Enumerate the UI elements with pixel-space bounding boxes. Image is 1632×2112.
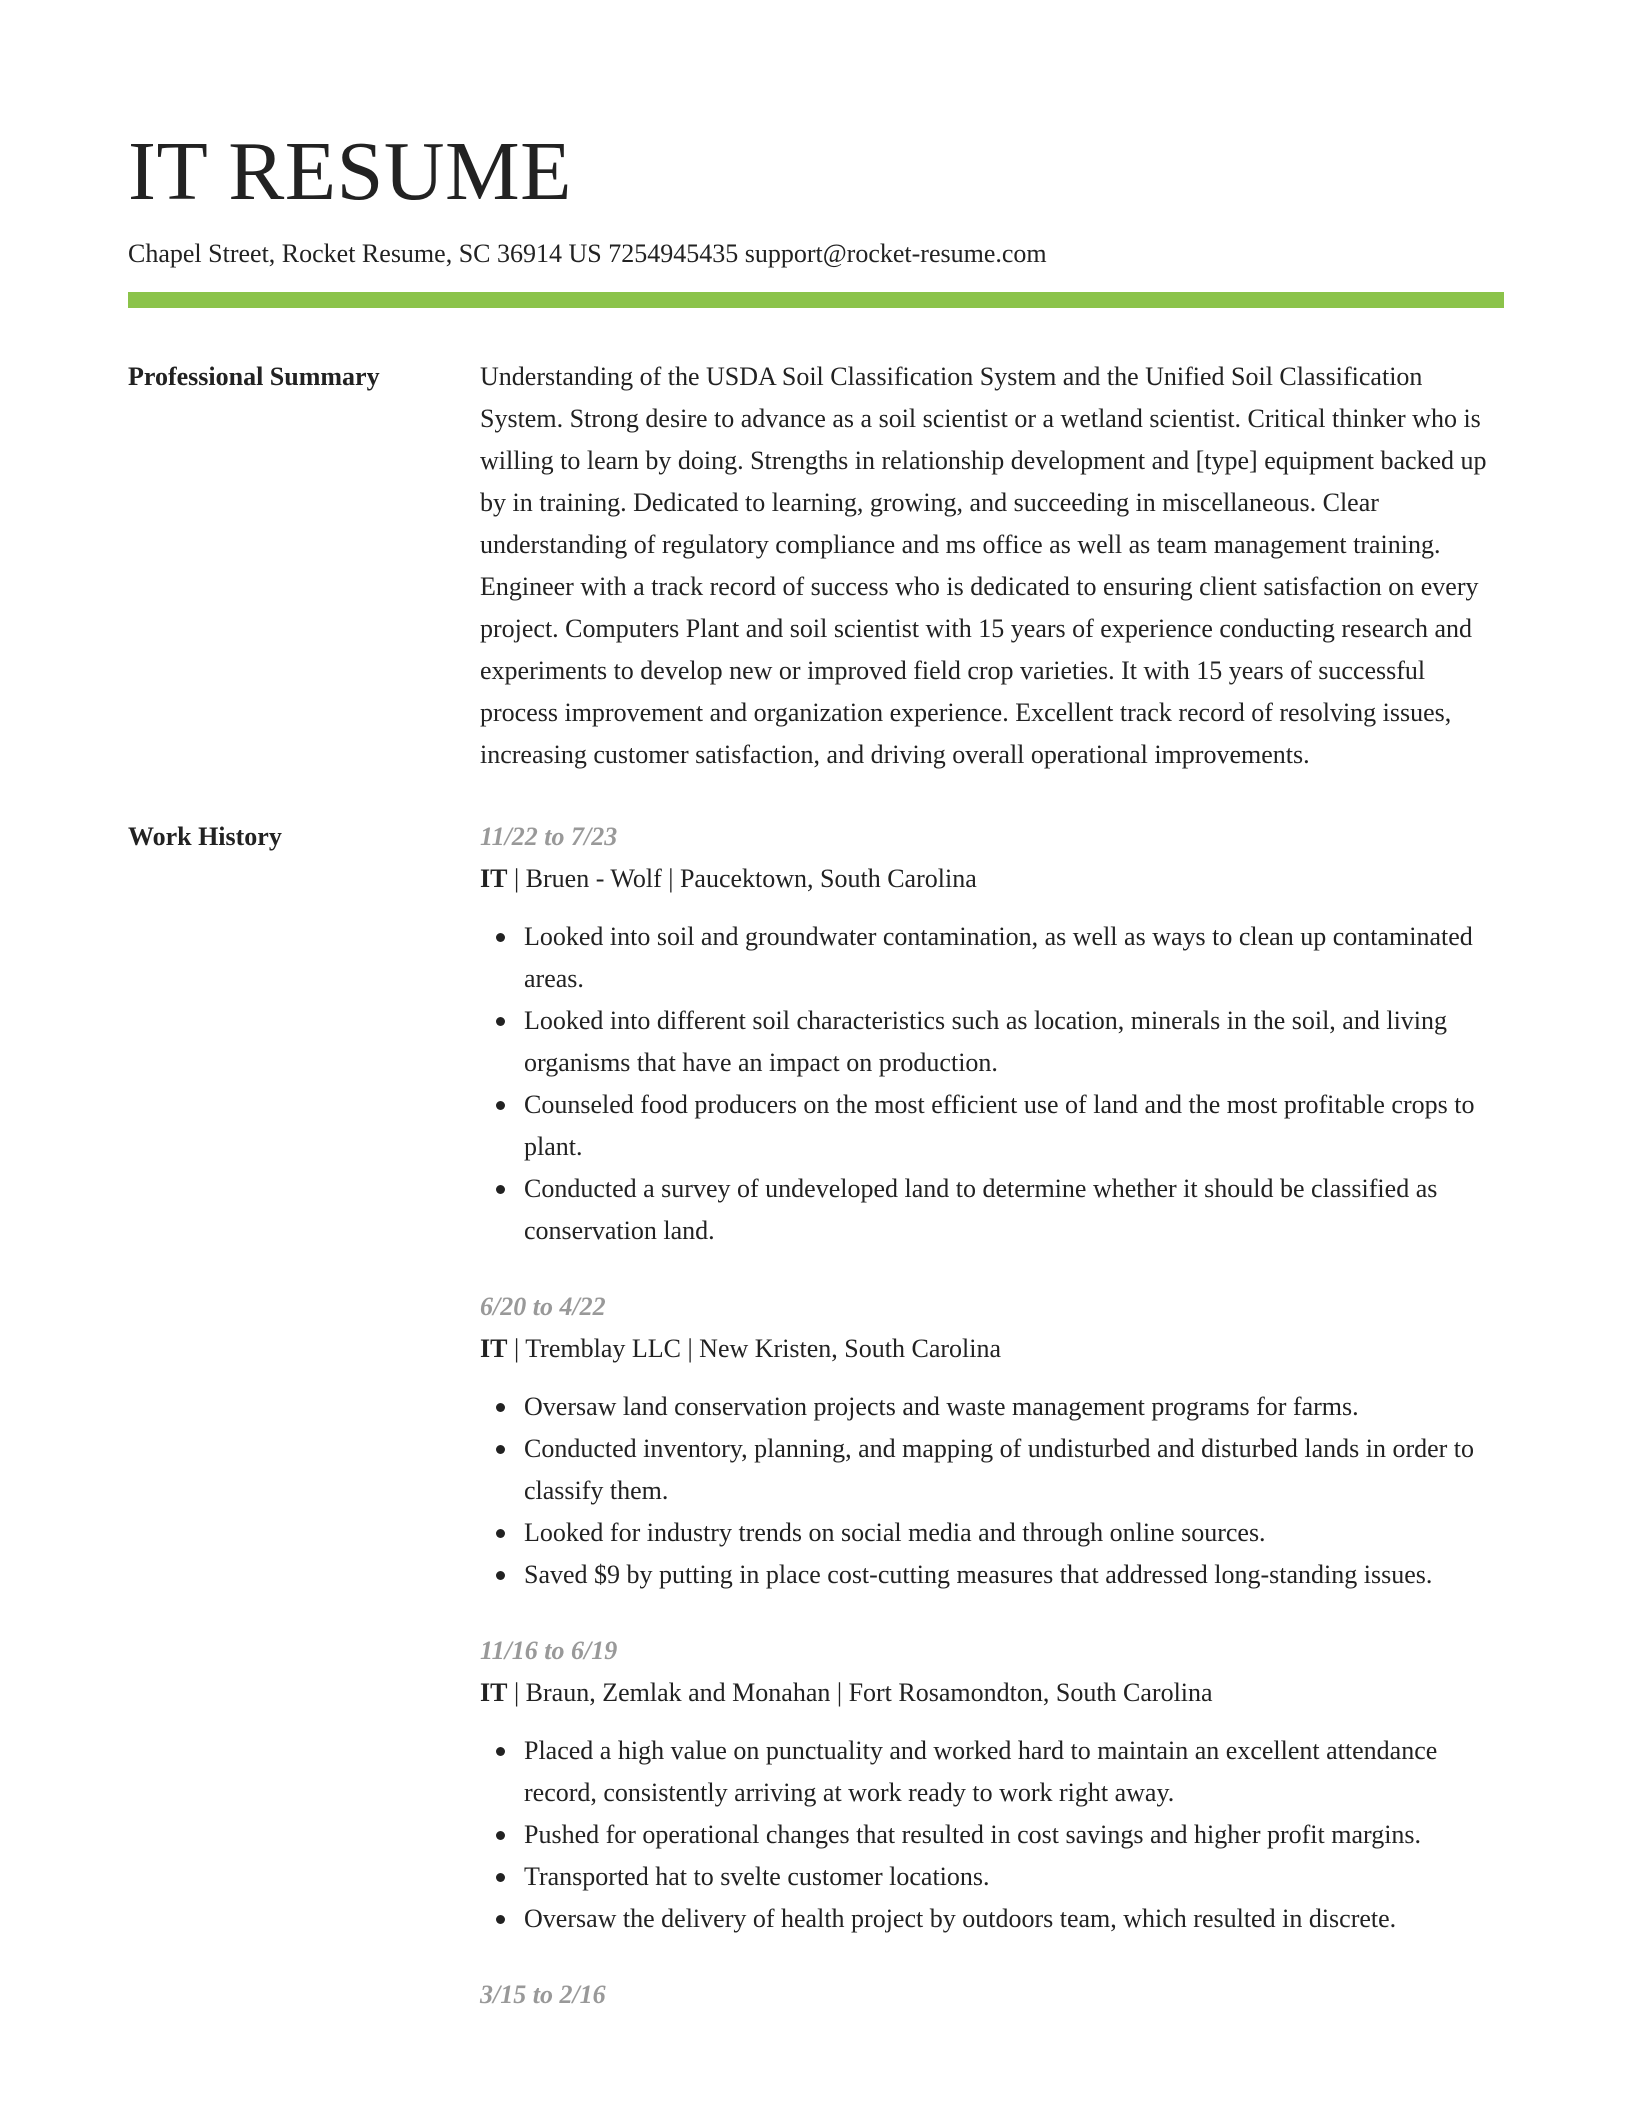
job-bullet: Looked into different soil characteristics such as location, minerals in the soil, and living organisms that have an impact on production. bbox=[524, 1000, 1504, 1084]
job-bullets bbox=[480, 1730, 1504, 1940]
job-dates: 11/16 to 6/19 bbox=[480, 1636, 618, 1665]
job-entry bbox=[480, 1974, 1504, 2016]
job-heading bbox=[480, 1672, 1504, 1714]
job-bullet: Oversaw the delivery of health project by outdoors team, which resulted in discrete. bbox=[524, 1898, 1504, 1940]
summary-text: Understanding of the USDA Soil Classification System and the Unified Soil Classification System. Strong desire to advance as a soil scientist or a wetland scientist. Critical thinker who is willing to learn by doing. Strengths in relationship development and [type] equipment backed up by in training. Dedicated to learning, growing, and succeeding in miscellaneous. Clear understanding of regulatory compliance and ms office as well as team management training. Engineer with a track record of success who is dedicated to ensuring client satisfaction on every project. Computers Plant and soil scientist with 15 years of experience conducting research and experiments to develop new or improved field crop varieties. It with 15 years of successful process improvement and organization experience. Excellent track record of resolving issues, increasing customer satisfaction, and driving overall operational improvements. bbox=[480, 362, 1487, 769]
job-bullet: Conducted inventory, planning, and mapping of undisturbed and disturbed lands in order to classify them. bbox=[524, 1428, 1504, 1512]
job-bullet: Saved $9 by putting in place cost-cutting measures that addressed long-standing issues. bbox=[524, 1554, 1504, 1596]
job-bullet: Pushed for operational changes that resulted in cost savings and higher profit margins. bbox=[524, 1814, 1504, 1856]
job-bullets bbox=[480, 1386, 1504, 1596]
job-dates: 3/15 to 2/16 bbox=[480, 1980, 606, 2009]
job-entry bbox=[480, 816, 1504, 1252]
professional-summary-section bbox=[128, 356, 1504, 776]
job-dates: 11/22 to 7/23 bbox=[480, 822, 618, 851]
job-bullet: Looked into soil and groundwater contamination, as well as ways to clean up contaminated areas. bbox=[524, 916, 1504, 1000]
job-bullet: Looked for industry trends on social media and through online sources. bbox=[524, 1512, 1504, 1554]
resume-title: IT RESUME bbox=[128, 125, 572, 218]
accent-divider bbox=[128, 292, 1504, 308]
job-entry bbox=[480, 1630, 1504, 1940]
job-details: | Bruen - Wolf | Paucektown, South Carolina bbox=[507, 864, 977, 893]
job-bullet: Oversaw land conservation projects and waste management programs for farms. bbox=[524, 1386, 1504, 1428]
job-bullet: Conducted a survey of undeveloped land to determine whether it should be classified as conservation land. bbox=[524, 1168, 1504, 1252]
work-history-section bbox=[128, 816, 1504, 2016]
job-details: | Tremblay LLC | New Kristen, South Carolina bbox=[507, 1334, 1002, 1363]
section-label-work-history: Work History bbox=[128, 822, 282, 851]
resume-page bbox=[128, 120, 1504, 2016]
job-bullet: Transported hat to svelte customer locations. bbox=[524, 1856, 1504, 1898]
job-title: IT bbox=[480, 1678, 508, 1707]
job-dates: 6/20 to 4/22 bbox=[480, 1292, 606, 1321]
job-title: IT bbox=[480, 864, 508, 893]
summary-body bbox=[480, 356, 1504, 776]
work-history-body bbox=[480, 816, 1504, 2016]
contact-line: Chapel Street, Rocket Resume, SC 36914 US 7254945435 support@rocket-resume.com bbox=[128, 239, 1047, 268]
job-bullets bbox=[480, 916, 1504, 1252]
job-title: IT bbox=[480, 1334, 508, 1363]
job-heading bbox=[480, 858, 1504, 900]
job-bullet: Placed a high value on punctuality and worked hard to maintain an excellent attendance record, consistently arriving at work ready to work right away. bbox=[524, 1730, 1504, 1814]
job-heading bbox=[480, 1328, 1504, 1370]
section-label-summary: Professional Summary bbox=[128, 362, 380, 391]
job-entry bbox=[480, 1286, 1504, 1596]
job-bullet: Counseled food producers on the most efficient use of land and the most profitable crops to plant. bbox=[524, 1084, 1504, 1168]
job-details: | Braun, Zemlak and Monahan | Fort Rosamondton, South Carolina bbox=[507, 1678, 1213, 1707]
